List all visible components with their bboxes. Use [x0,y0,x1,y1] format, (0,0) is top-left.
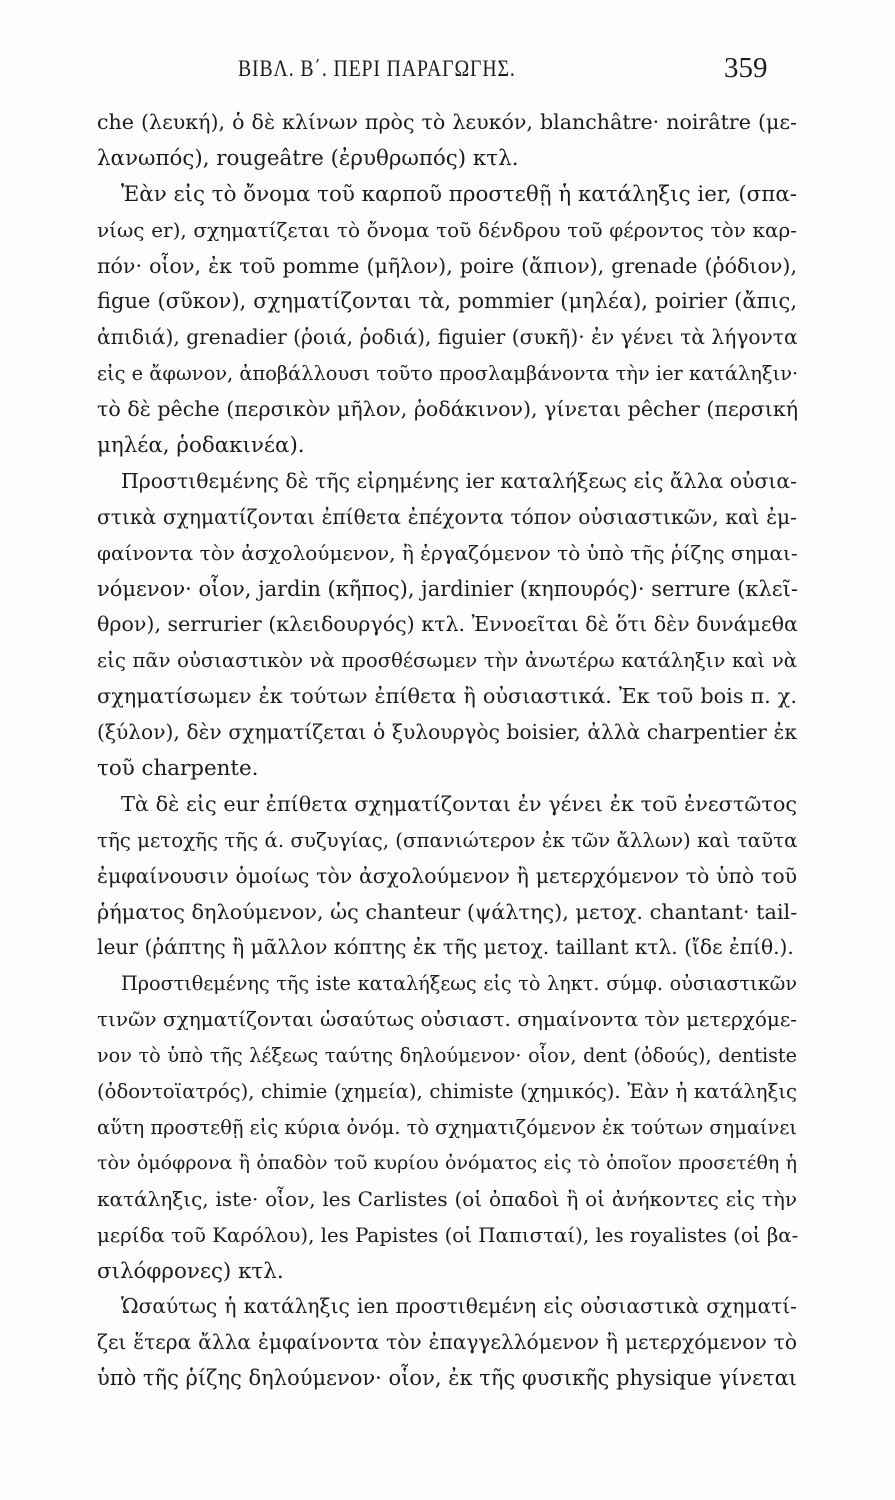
text-line: σιλόφρονες) κτλ. [97,1258,284,1284]
paragraph-start-line: Ὡσαύτως ἡ κατάληξις ien προστιθεμένη εἰς οὐσιαστικὰ σχηματί- [121,1294,797,1319]
text-line: λανωπός), rougeâtre (ἐρυθρωπός) κτλ. [97,145,519,171]
text-line: πόν· οἷον, ἐκ τοῦ pomme (μῆλον), poire (ἄπιον), grenade (ῥόδιον), [97,253,797,278]
text-line: φαίνοντα τὸν ἀσχολούμενον, ἢ ἐργαζόμενον τὸ ὑπὸ τῆς ῥίζης σημαι- [97,540,798,565]
text-line: ὑπὸ τῆς ῥίζης δηλούμενον· οἷον, ἐκ τῆς φυσικῆς physique γίνεται [97,1366,797,1391]
text-line: στικὰ σχηματίζονται ἐπίθετα ἐπέχοντα τόπον οὐσιαστικῶν, καὶ ἐμ- [97,504,797,529]
text-line: τῆς μετοχῆς τῆς ά. συζυγίας, (σπανιώτερον ἐκ τῶν ἄλλων) καὶ ταῦτα [97,828,798,852]
text-line: εἰς e ἄφωνον, ἀποβάλλουσι τοῦτο προσλαμβάνοντα τὴν ier κατάληξιν· [97,362,799,386]
paragraph-start-line: Τὰ δὲ εἰς eur ἐπίθετα σχηματίζονται ἐν γένει ἐκ τοῦ ἐνεστῶτος [121,791,797,816]
text-line: νόμενον· οἷον, jardin (κῆπος), jardinier (κηπουρός)· serrure (κλεῖ- [97,576,798,601]
page-header [0,52,895,92]
paragraph-start-line: Ἐὰν εἰς τὸ ὄνομα τοῦ καρποῦ προστεθῇ ἡ κατάληξις ier, (σπα- [121,181,798,207]
text-line: ῥήματος δηλούμενον, ὡς chanteur (ψάλτης), μετοχ. chantant· tail- [97,899,798,924]
text-line: θρον), serrurier (κλειδουργός) κτλ. Ἐννοεῖται δὲ ὅτι δὲν δυνάμεθα [97,612,798,637]
text-line: (ὀδοντοϊατρός), chimie (χημεία), chimiste (χημικός). Ἐὰν ἡ κατάληξις [97,1080,797,1104]
text-line: figue (σῦκον), σχηματίζονται τὰ, pommier (μηλέα), poirier (ἄπις, [97,289,797,314]
text-line: ἐμφαίνουσιν ὁμοίως τὸν ἀσχολούμενον ἢ μετερχόμενον τὸ ὑπὸ τοῦ [97,863,797,888]
text-line: τινῶν σχηματίζονται ὡσαύτως οὐσιαστ. σημαίνοντα τὸν μετερχόμε- [97,1007,797,1032]
text-line: leur (ῥάπτης ἢ μᾶλλον κόπτης ἐκ τῆς μετοχ. taillant κτλ. (ἴδε ἐπίθ.). [97,935,794,960]
body-text [97,105,797,1397]
paragraph-start-line: Προστιθεμένης τῆς iste καταλήξεως εἰς τὸ ληκτ. σύμφ. οὐσιαστικῶν [121,972,797,996]
text-line: αὕτη προστεθῇ εἰς κύρια ὀνόμ. τὸ σχηματιζόμενον ἐκ τούτων σημαίνει [97,1115,797,1139]
running-head: ΒΙΒΛ. Β΄. ΠΕΡΙ ΠΑΡΑΓΩΓΗΣ. [238,56,516,81]
text-line: μερίδα τοῦ Καρόλου), les Papistes (οἱ Παπισταί), les royalistes (οἱ βα- [97,1223,799,1247]
text-line: ἀπιδιά), grenadier (ῥοιά, ῥοδιά), figuier (συκῆ)· ἐν γένει τὰ λήγοντα [97,325,798,350]
text-line: τὸ δὲ pêche (περσικὸν μῆλον, ῥοδάκινον), γίνεται pêcher (περσική [97,397,799,422]
paragraph-start-line: Προστιθεμένης δὲ τῆς εἰρημένης ier καταλήξεως εἰς ἄλλα οὐσια- [121,468,798,493]
text-line: σχηματίσωμεν ἐκ τούτων ἐπίθετα ἢ οὐσιαστικά. Ἐκ τοῦ bois π. χ. [97,684,797,709]
text-line: che (λευκή), ὁ δὲ κλίνων πρὸς τὸ λευκόν, blanchâtre· noirâtre (με- [97,110,797,134]
text-line: ζει ἕτερα ἄλλα ἐμφαίνοντα τὸν ἐπαγγελλόμενον ἢ μετερχόμενον τὸ [97,1330,797,1355]
text-line: μηλέα, ῥοδακινέα). [97,433,305,459]
text-line: τοῦ charpente. [97,756,259,782]
text-line: νίως er), σχηματίζεται τὸ ὄνομα τοῦ δένδρου τοῦ φέροντος τὸν καρ- [97,217,797,242]
text-line: (ξύλον), δὲν σχηματίζεται ὁ ξυλουργὸς boisier, ἀλλὰ charpentier ἐκ [97,720,797,745]
text-line: κατάληξις, iste· οἷον, les Carlistes (οἱ ὀπαδοὶ ἢ οἱ ἀνήκοντες εἰς τὴν [97,1186,797,1211]
text-line: τὸν ὁμόφρονα ἢ ὀπαδὸν τοῦ κυρίου ὀνόματος εἰς τὸ ὁποῖον προσετέθη ἡ [97,1151,797,1174]
page-number: 359 [724,52,768,84]
text-line: νον τὸ ὑπὸ τῆς λέξεως ταύτης δηλούμενον· οἷον, dent (ὀδούς), dentiste [97,1044,797,1068]
text-line: εἰς πᾶν οὐσιαστικὸν νὰ προσθέσωμεν τὴν ἀνωτέρω κατάληξιν καὶ νὰ [97,649,797,673]
